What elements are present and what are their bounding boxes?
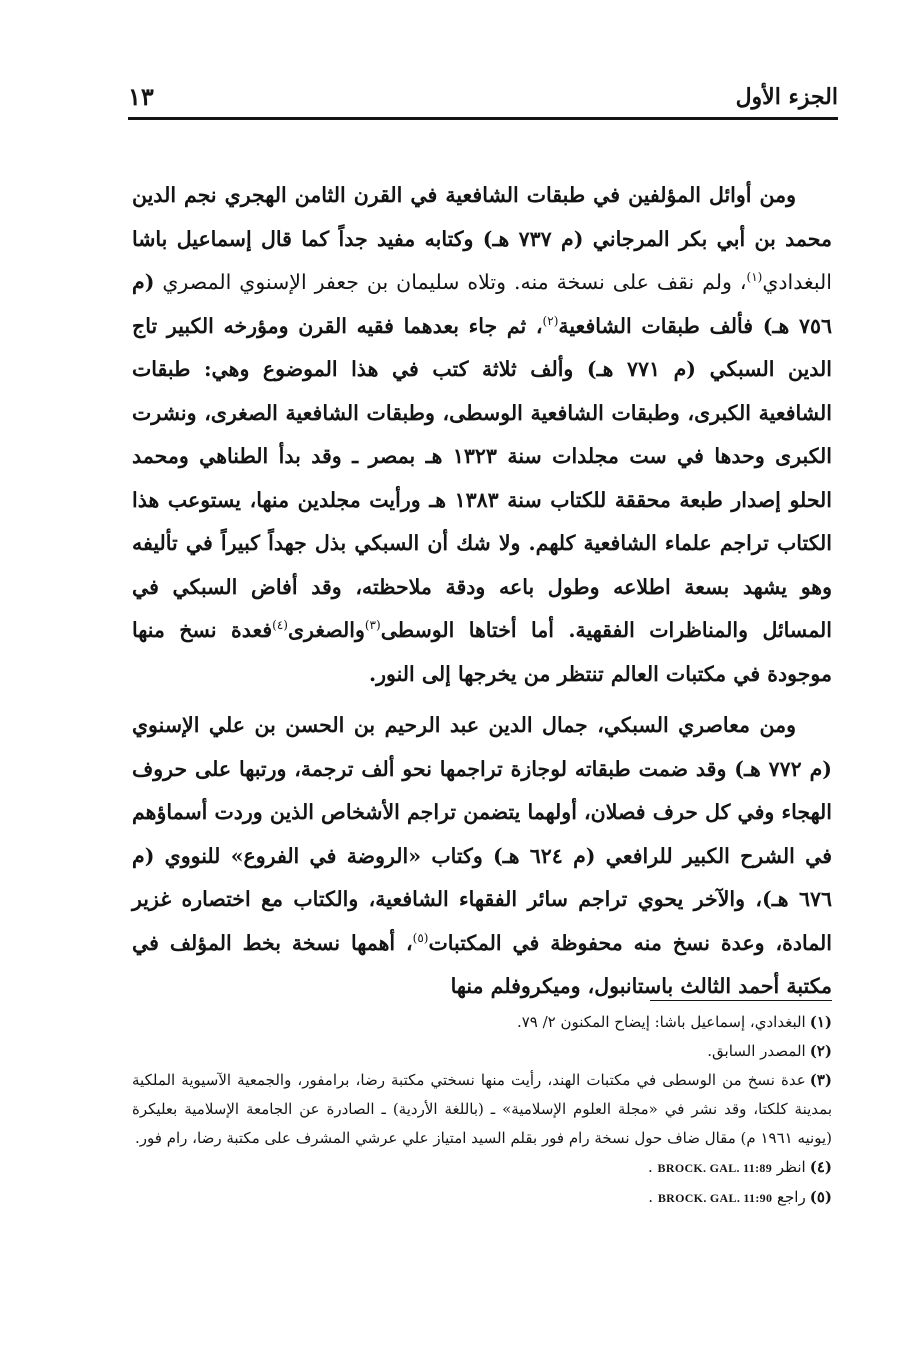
footnote-3: [132, 1066, 832, 1153]
footnote-3-text: عدة نسخ من الوسطى في مكتبات الهند، رأيت منها نسختي مكتبة رضا، برامفور، والجمعية الآسيوية الملكية بمدينة كلكتا، وقد نشر في «مجلة العلوم الإسلامية» ـ (باللغة الأردية) ـ الصادرة عن الجامعة الإسلامية بعليكرة (يونيه ١٩٦١ م) مقال ضاف حول نسخة رام فور بقلم السيد امتياز علي عرشي المشرف على مكتبة رضا، رام فور.: [132, 1071, 832, 1147]
footnote-2-text: المصدر السابق.: [707, 1042, 806, 1060]
header-rule: [128, 117, 838, 120]
footnote-2-number: (٢): [809, 1042, 832, 1060]
paragraph-1-text-3: ، ولم نقف على نسخة منه. وتلاه سليمان بن جعفر الإسنوي المصري: [162, 270, 747, 294]
paragraph-2: [132, 704, 832, 1009]
footnote-1-text: البغدادي، إسماعيل باشا: إيضاح المكنون ٢/ ٧٩.: [516, 1013, 806, 1031]
footnote-2: [132, 1037, 832, 1066]
footnote-5-tail: .: [648, 1188, 654, 1206]
footnote-4: [132, 1153, 832, 1183]
footnote-4-tail: .: [647, 1158, 653, 1176]
footnote-4-number: (٤): [809, 1158, 832, 1176]
footnote-ref-2: (٢): [542, 313, 559, 328]
footnote-ref-5: (٥): [412, 930, 429, 945]
section-title: الجزء الأول: [735, 84, 838, 110]
footnote-5: [132, 1183, 832, 1213]
footnotes: [132, 1008, 832, 1213]
page-header: [128, 80, 838, 114]
paragraph-2-text-2: ، أهمها نسخة بخط المؤلف في مكتبة أحمد الثالث باستانبول، وميكروفلم منها: [132, 930, 832, 998]
footnote-5-lead: راجع: [777, 1188, 806, 1206]
footnote-ref-4: (٤): [272, 618, 288, 633]
footnote-5-reference: BROCK. GAL. 11:90: [657, 1191, 773, 1205]
footnote-ref-1: (١): [746, 270, 763, 285]
page-number: ١٣: [128, 82, 154, 111]
paragraph-1-text-1: ومن أوائل المؤلفين في طبقات الشافعية في القرن الثامن الهجري نجم الدين محمد بن أبي بكر المرجاني (م ٧٣٧ هـ) وكتابه مفيد جداً كما قال إسماعيل باشا: [132, 183, 832, 251]
paragraph-1-text-6: والصغرى: [287, 618, 365, 642]
footnote-3-number: (٣): [809, 1071, 832, 1089]
body-text: [132, 174, 832, 1009]
paragraph-2-text-1: ومن معاصري السبكي، جمال الدين عبد الرحيم بن الحسن بن علي الإسنوي (م ٧٧٢ هـ) وقد ضمت طبقاته لوجازة تراجمها نحو ألف ترجمة، ورتبها على حروف الهجاء وفي كل حرف فصلان، أولهما يتضمن تراجم الأشخاص الذين وردت أسماؤهم في الشرح الكبير للرافعي (م ٦٢٤ هـ) وكتاب «الروضة في الفروع» للنووي (م ٦٧٦ هـ)، والآخر يحوي تراجم سائر الفقهاء الشافعية، والكتاب مع اختصاره غزير المادة، وعدة نسخ منه محفوظة في المكتبات: [132, 713, 833, 955]
paragraph-1: [132, 174, 832, 696]
footnote-4-lead: انظر: [776, 1158, 806, 1176]
footnote-1-number: (١): [809, 1013, 832, 1031]
paragraph-1-text-7: فعدة نسخ منها موجودة في مكتبات العالم تنتظر من يخرجها إلى النور.: [132, 618, 832, 686]
footnote-ref-3: (٣): [364, 618, 381, 633]
footnote-4-reference: BROCK. GAL. 11:89: [657, 1161, 772, 1175]
paragraph-1-text-2: البغدادي: [762, 270, 832, 294]
footnote-separator: [650, 1000, 832, 1001]
paragraph-1-text-5: ، ثم جاء بعدهما فقيه القرن ومؤرخه الكبير تاج الدين السبكي (م ٧٧١ هـ) وألف ثلاثة كتب في هذا الموضوع وهي: طبقات الشافعية الكبرى، وطبقات الشافعية الوسطى، وطبقات الشافعية الصغرى، ونشرت الكبرى وحدها في ست مجلدات سنة ١٣٢٣ هـ بمصر ـ وقد بدأ الطناهي ومحمد الحلو إصدار طبعة محققة للكتاب سنة ١٣٨٣ هـ ورأيت مجلدين منها، يستوعب هذا الكتاب تراجم علماء الشافعية كلهم. ولا شك أن السبكي بذل جهداً كبيراً في تأليفه وهو يشهد بسعة اطلاعه وطول باعه ودقة ملاحظته، وقد أفاض السبكي في المسائل والمناظرات الفقهية. أما أختاها الوسطى: [132, 313, 832, 642]
footnote-1: [132, 1008, 832, 1037]
footnote-5-number: (٥): [809, 1188, 832, 1206]
paragraph-1-text-4: (م ٧٥٦ هـ) فألف طبقات الشافعية: [132, 270, 832, 338]
